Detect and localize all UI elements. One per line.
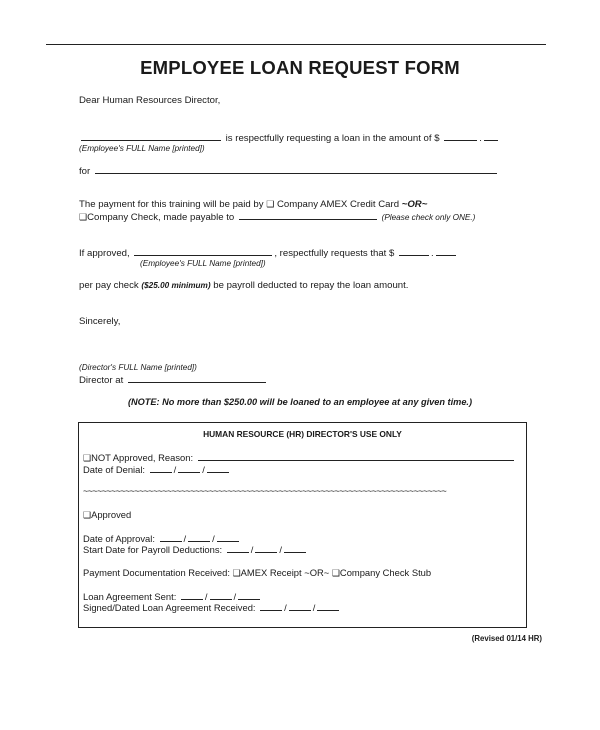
amex-receipt-label: AMEX Receipt [240, 567, 302, 578]
deduction-decimal: . [431, 248, 434, 259]
approval-prefix: If approved, [79, 248, 130, 259]
denial-date-line [83, 463, 231, 476]
loan-amount-text: is respectfully requesting a loan in the amount of $ [225, 133, 440, 144]
agreement-sent-label: Loan Agreement Sent: [83, 591, 177, 602]
company-check-label: Company Check, made payable to [87, 212, 235, 223]
approval-name-field[interactable] [134, 246, 272, 256]
not-approved-label: NOT Approved, Reason: [91, 452, 194, 463]
form-title: EMPLOYEE LOAN REQUEST FORM [140, 57, 460, 78]
purpose-label: for [79, 166, 91, 177]
closing: Sincerely, [79, 316, 121, 327]
paycheck-minimum: ($25.00 minimum) [141, 281, 211, 290]
top-rule [46, 44, 546, 45]
agreement-received-line [83, 601, 341, 614]
denial-date-label: Date of Denial: [83, 464, 146, 475]
start-month-field[interactable] [227, 543, 249, 553]
checkbox-amex-receipt[interactable]: ❑ [232, 568, 241, 578]
date-sep: / [204, 591, 208, 602]
deduction-dollars-field[interactable] [399, 246, 429, 256]
paycheck-suffix: be payroll deducted to repay the loan amount. [213, 280, 409, 291]
date-sep: / [279, 544, 282, 555]
approval-day-field[interactable] [188, 532, 210, 542]
amex-option-label: Company AMEX Credit Card [276, 199, 400, 210]
deduction-cents-field[interactable] [436, 246, 456, 256]
checkbox-not-approved[interactable]: ❑ [83, 453, 92, 463]
received-year-field[interactable] [317, 601, 339, 611]
purpose-field[interactable] [95, 164, 497, 174]
checkbox-company-check[interactable]: ❑ [79, 212, 88, 222]
start-date-line [83, 543, 308, 556]
paycheck-line [79, 280, 408, 292]
sent-year-field[interactable] [238, 590, 260, 600]
denial-month-field[interactable] [150, 463, 172, 473]
date-sep: / [312, 602, 316, 613]
payment-doc-label: Payment Documentation Received: [83, 567, 230, 578]
agreement-received-label: Signed/Dated Loan Agreement Received: [83, 602, 256, 613]
denial-reason-field[interactable] [198, 451, 514, 461]
payment-line-2 [79, 210, 475, 224]
start-day-field[interactable] [255, 543, 277, 553]
director-label: Director at [79, 375, 124, 386]
payment-or: ~OR~ [401, 199, 428, 210]
loan-dollars-field[interactable] [444, 131, 477, 141]
revision-note: (Revised 01/14 HR) [471, 634, 542, 643]
approval-month-field[interactable] [160, 532, 182, 542]
start-year-field[interactable] [284, 543, 306, 553]
director-caption: (Director's FULL Name [printed]) [79, 363, 197, 372]
payment-doc-line [83, 567, 431, 579]
received-month-field[interactable] [260, 601, 282, 611]
approval-date-label: Date of Approval: [83, 533, 155, 544]
checkbox-approved[interactable]: ❑ [83, 510, 92, 520]
payable-to-field[interactable] [239, 210, 377, 220]
employee-name-field[interactable] [81, 131, 221, 141]
date-sep: / [183, 533, 187, 544]
separator-line: ~~~~~~~~~~~~~~~~~~~~~~~~~~~~~~~~~~~~~~~~~~~~~~~~~~~~~~~~~~~~~~~~~~~~~~~~~~~~~~ [83, 486, 447, 496]
approval-line [79, 246, 458, 260]
check-stub-label: Company Check Stub [339, 567, 432, 578]
loan-decimal: . [479, 133, 482, 144]
approval-text: , respectfully requests that $ [274, 248, 395, 259]
paycheck-prefix: per pay check [79, 280, 139, 291]
denial-day-field[interactable] [178, 463, 200, 473]
date-sep: / [173, 464, 177, 475]
check-one-note: (Please check only ONE.) [381, 213, 476, 222]
director-line [79, 373, 268, 387]
hr-director-box [78, 422, 527, 628]
denial-year-field[interactable] [207, 463, 229, 473]
approved-line [83, 509, 131, 521]
date-sep: / [233, 591, 237, 602]
employee-name-caption: (Employee's FULL Name [printed]) [79, 144, 205, 153]
purpose-line [79, 164, 499, 178]
start-date-label: Start Date for Payroll Deductions: [83, 544, 223, 555]
date-sep: / [212, 533, 215, 544]
approval-name-caption: (Employee's FULL Name [printed]) [140, 259, 266, 268]
checkbox-check-stub[interactable]: ❑ [331, 568, 340, 578]
date-sep: / [202, 464, 205, 475]
loan-limit-note: (NOTE: No more than $250.00 will be loaned to an employee at any given time.) [127, 397, 473, 407]
received-day-field[interactable] [289, 601, 311, 611]
date-sep: / [250, 544, 254, 555]
sent-day-field[interactable] [210, 590, 232, 600]
approval-year-field[interactable] [217, 532, 239, 542]
payment-doc-or: ~OR~ [304, 567, 330, 578]
greeting: Dear Human Resources Director, [79, 95, 221, 106]
director-location-field[interactable] [128, 373, 266, 383]
sent-month-field[interactable] [181, 590, 203, 600]
loan-cents-field[interactable] [484, 131, 498, 141]
hr-box-heading: HUMAN RESOURCE (HR) DIRECTOR'S USE ONLY [203, 429, 402, 439]
checkbox-amex[interactable]: ❑ [266, 199, 275, 209]
date-sep: / [284, 602, 287, 613]
approved-label: Approved [91, 509, 132, 520]
payment-text: The payment for this training will be paid by [79, 199, 264, 210]
